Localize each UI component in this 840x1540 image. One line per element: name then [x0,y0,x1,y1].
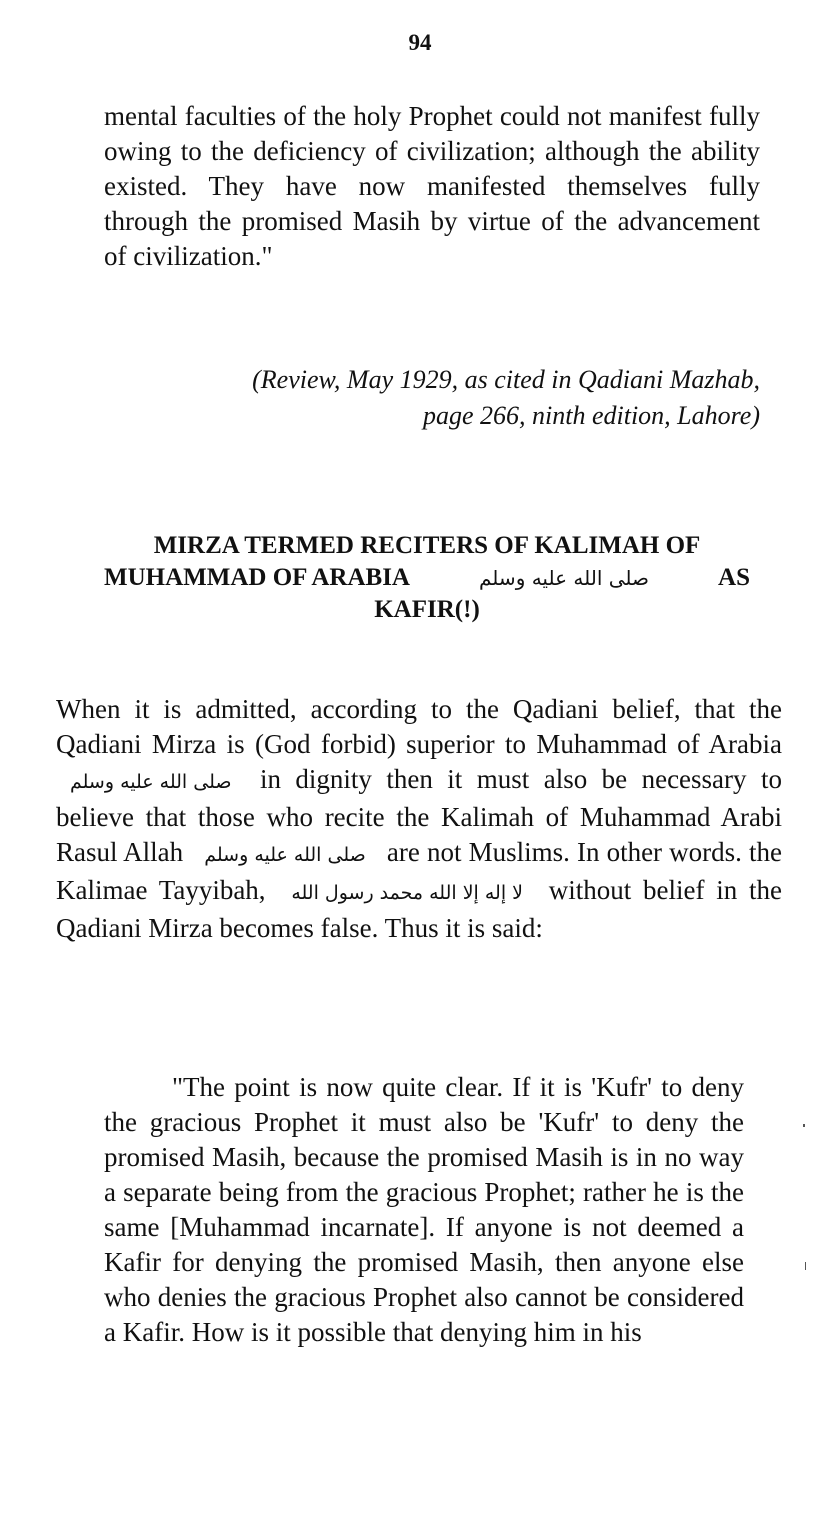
heading-line-1: MIRZA TERMED RECITERS OF KALIMAH OF [153,532,701,559]
heading-line-3: KAFIR(!) [374,596,480,623]
paragraph2-part-3: are not Muslims. In other words. the Kalimae Tayyibah, [56,837,783,905]
paragraph2-part-2: in dignity then it must also be necessary to believe that those who recite the Kalimah of Muhammad Arabi Rasul Allah [56,764,782,867]
citation [110,362,760,434]
margin-speck [805,1262,806,1270]
body-paragraph [56,692,782,946]
arabic-kalimah: لا إله إلا الله محمد رسول الله [291,882,523,904]
block-quote: "The point is now quite clear. If it is 'Kufr' to deny the gracious Prophet it must also be 'Kufr' to deny the promised Masih, because the promised Masih is in no way a separate being from the gracious Prophet; rather he is the same [Muhammad incarnate]. If anyone is not deemed a Kafir for denying the promised Masih, then anyone else who denies the gracious Prophet also cannot be considered a Kafir. How is it possible that denying him in his [104,1072,744,1347]
heading-line-2 [104,562,750,594]
page-number: 94 [408,30,432,55]
heading-line-2-right: AS [718,564,750,591]
section-heading [104,530,750,626]
citation-line-1: (Review, May 1929, as cited in Qadiani Mazhab, [252,365,760,394]
paragraph-continuation: mental faculties of the holy Prophet could not manifest fully owing to the deficiency of civilization; although the ability existed. They have now manifested themselves fully through the promised Masih by virtue of the advancement of civilization." [104,101,760,271]
arabic-salutation-2: صلى الله عليه وسلم [204,844,366,866]
margin-speck [803,1124,805,1127]
arabic-salutation-1: صلى الله عليه وسلم [70,771,232,793]
citation-line-2: page 266, ninth edition, Lahore) [422,401,760,430]
paragraph2-part-1: When it is admitted, according to the Qadiani belief, that the Qadiani Mirza is (God forbid) superior to Muhammad of Arabia [56,694,782,759]
heading-arabic-salutation: صلى الله عليه وسلم [479,566,649,590]
heading-line-2-left: MUHAMMAD OF ARABIA [104,564,410,591]
paragraph2-part-4: without belief in the Qadiani Mirza becomes false. Thus it is said: [56,875,782,943]
